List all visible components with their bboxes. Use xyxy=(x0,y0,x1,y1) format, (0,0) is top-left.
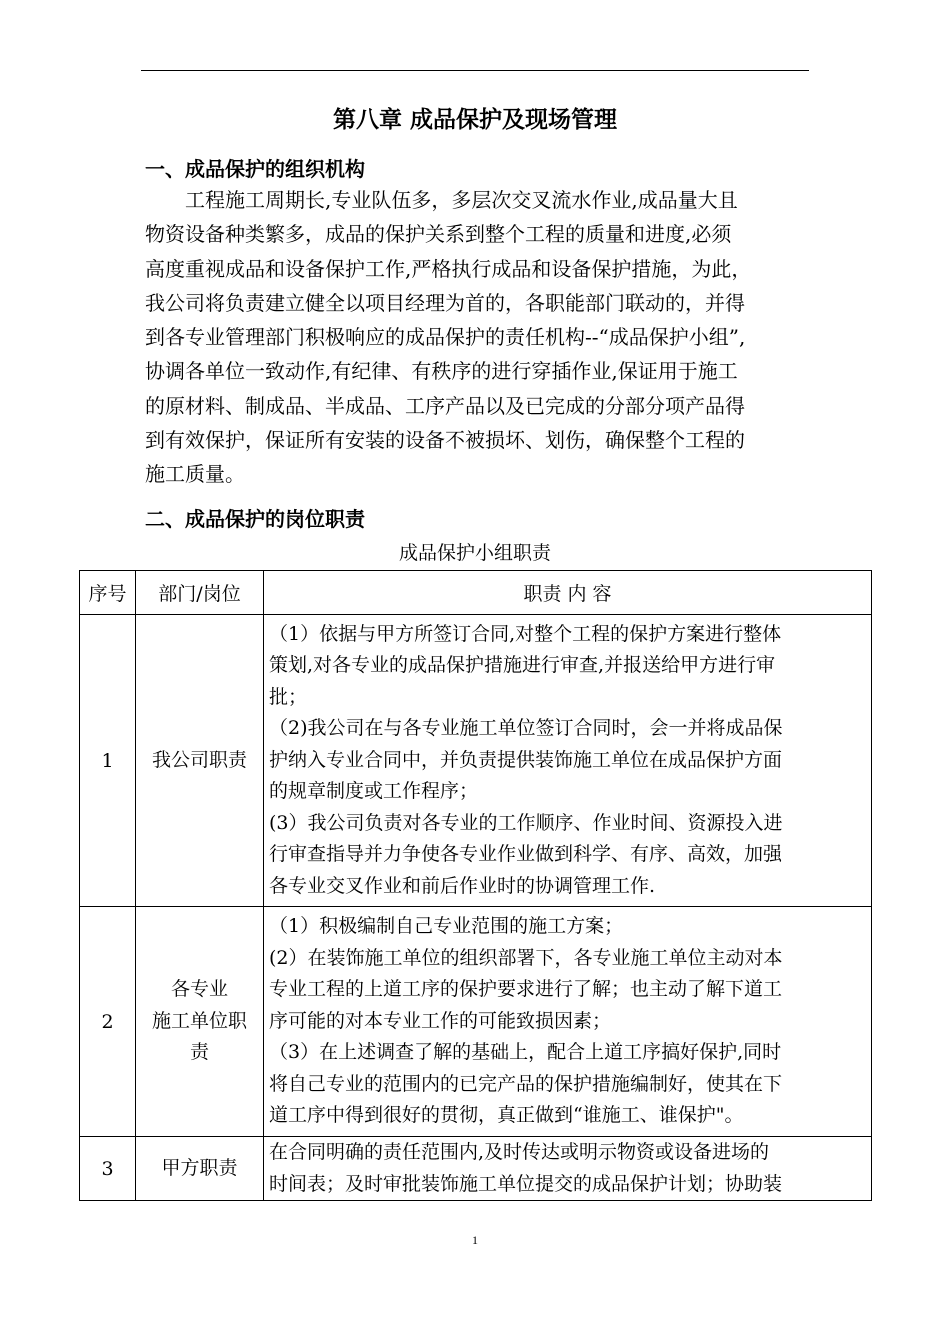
dept-line: 责 xyxy=(189,1041,209,1064)
row-dept xyxy=(136,907,264,1137)
duty-line: 时间表；及时审批装饰施工单位提交的成品保护计划；协助装 xyxy=(269,1172,783,1195)
row-duty xyxy=(264,1137,872,1201)
duty-line: (2）在装饰施工单位的组织部署下，各专业施工单位主动对本 xyxy=(269,946,783,969)
duty-line: 批； xyxy=(269,685,308,708)
page-number: 1 xyxy=(472,1233,478,1247)
paragraph-line: 工程施工周期长,专业队伍多，多层次交叉流水作业,成品量大且 xyxy=(145,188,738,212)
paragraph-line: 到有效保护，保证所有安装的设备不被损坏、划伤，确保整个工程的 xyxy=(145,428,745,453)
paragraph-line: 到各专业管理部门积极响应的成品保护的责任机构--“成品保护小组”, xyxy=(145,325,746,350)
row-dept xyxy=(136,1137,264,1201)
duty-line: (3）我公司负责对各专业的工作顺序、作业时间、资源投入进 xyxy=(269,811,783,834)
dept-line: 施工单位职 xyxy=(151,1009,247,1032)
paragraph-line: 物资设备种类繁多，成品的保护关系到整个工程的质量和进度,必须 xyxy=(145,222,732,247)
section-1-paragraph xyxy=(145,183,817,492)
header-rule xyxy=(141,70,809,71)
duty-line: （2)我公司在与各专业施工单位签订合同时，会一并将成品保 xyxy=(269,717,783,740)
dept-line: 我公司职责 xyxy=(151,748,247,771)
duty-line: 序可能的对本专业工作的可能致损因素； xyxy=(269,1009,612,1032)
header-no: 序号 xyxy=(80,571,136,615)
duty-line: 行审查指导并力争使各专业作业做到科学、有序、高效，加强 xyxy=(269,843,783,866)
duty-line: 各专业交叉作业和前后作业时的协调管理工作. xyxy=(269,874,656,897)
paragraph-line: 的原材料、制成品、半成品、工序产品以及已完成的分部分项产品得 xyxy=(145,393,745,418)
duty-table xyxy=(79,570,872,1201)
duty-line: 专业工程的上道工序的保护要求进行了解；也主动了解下道工 xyxy=(269,978,783,1001)
duty-line: 在合同明确的责任范围内,及时传达或明示物资或设备进场的 xyxy=(269,1141,770,1163)
header-duty: 职责 内 容 xyxy=(264,571,872,615)
row-number: 1 xyxy=(80,615,136,907)
section-heading-1: 一、成品保护的组织机构 xyxy=(145,157,365,181)
paragraph-line: 高度重视成品和设备保护工作,严格执行成品和设备保护措施，为此， xyxy=(145,256,752,281)
duty-line: （1）依据与甲方所签订合同,对整个工程的保护方案进行整体 xyxy=(269,622,782,645)
table-caption: 成品保护小组职责 xyxy=(398,542,551,564)
paragraph-line: 我公司将负责建立健全以项目经理为首的，各职能部门联动的，并得 xyxy=(145,290,745,315)
duty-line: 的规章制度或工作程序； xyxy=(269,780,479,803)
duty-line: （3）在上述调查了解的基础上，配合上道工序搞好保护,同时 xyxy=(269,1041,782,1064)
paragraph-line: 施工质量。 xyxy=(145,462,245,487)
table-header-row xyxy=(80,571,872,615)
duty-line: 将自己专业的范围内的已完产品的保护措施编制好，使其在下 xyxy=(269,1072,783,1095)
paragraph-line: 协调各单位一致动作,有纪律、有秩序的进行穿插作业,保证用于施工 xyxy=(145,359,738,384)
duty-line: （1）积极编制自己专业范围的施工方案； xyxy=(269,915,624,938)
duty-line: 护纳入专业合同中，并负责提供装饰施工单位在成品保护方面 xyxy=(269,748,783,771)
row-duty xyxy=(264,907,872,1137)
table-row xyxy=(80,907,872,1137)
chapter-title: 第八章 成品保护及现场管理 xyxy=(332,107,617,133)
duty-line: 道工序中得到很好的贯彻，真正做到“谁施工、谁保护"。 xyxy=(269,1104,744,1127)
row-dept xyxy=(136,615,264,907)
section-heading-2: 二、成品保护的岗位职责 xyxy=(145,507,365,531)
table-row xyxy=(80,1137,872,1201)
dept-line: 各专业 xyxy=(170,978,228,1001)
table-row xyxy=(80,615,872,907)
row-number: 2 xyxy=(80,907,136,1137)
row-duty xyxy=(264,615,872,907)
dept-line: 甲方职责 xyxy=(161,1156,238,1179)
row-number: 3 xyxy=(80,1137,136,1201)
header-dept: 部门/岗位 xyxy=(136,571,264,615)
duty-line: 策划,对各专业的成品保护措施进行审查,并报送给甲方进行审 xyxy=(269,654,776,677)
